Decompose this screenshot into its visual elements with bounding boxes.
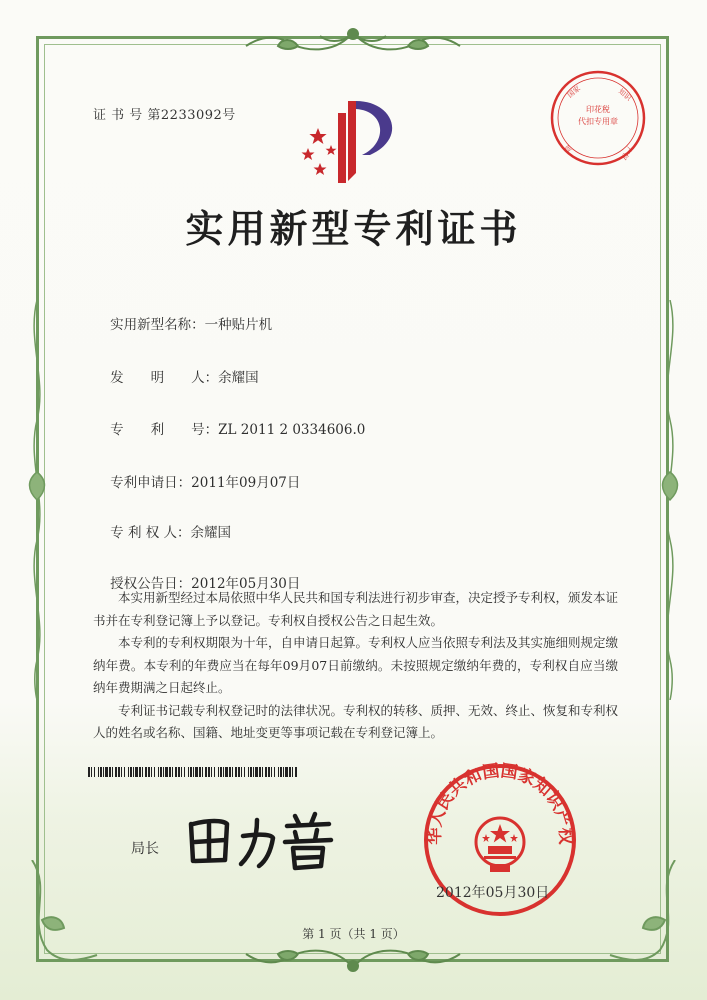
inventor-value: 余耀国 (218, 370, 259, 386)
seal-text: 华人民共和国国家知识产权 (424, 761, 576, 845)
certificate-number: 证 书 号 第2233092号 (93, 108, 236, 123)
svg-text:国家: 国家 (566, 84, 583, 100)
field-patent-number (93, 402, 365, 454)
barcode (88, 762, 298, 772)
bottom-ornament (238, 936, 468, 976)
patent-number-value: ZL 2011 2 0334606.0 (218, 422, 366, 438)
grant-announcement-date-value: 2012年05月30日 (191, 576, 301, 592)
patent-number-label: 专 利 号： (110, 422, 219, 438)
patentee-label: 专 利 权 人： (110, 525, 191, 541)
field-application-date (93, 455, 300, 507)
utility-model-name-label: 实用新型名称： (110, 317, 205, 333)
issue-date: 2012年05月30日 (436, 885, 550, 901)
application-date-value: 2011年09月07日 (191, 475, 301, 491)
field-patentee (93, 505, 231, 557)
svg-text:印花税: 印花税 (586, 105, 610, 114)
patentee-value: 余耀国 (190, 525, 232, 541)
grant-announcement-date-label: 授权公告日： (110, 576, 192, 592)
top-ornament (238, 24, 468, 64)
body-paragraph: 专利证书记载专利权登记时的法律状况。专利权的转移、质押、无效、终止、恢复和专利权人的姓名或名称、国籍、地址变更等事项记载在专利登记簿上。 (93, 702, 619, 740)
tax-stamp-seal (548, 68, 648, 172)
national-emblem-icon (476, 818, 524, 872)
bottom-left-corner-ornament (22, 860, 102, 970)
director-label: 局长 (131, 841, 159, 857)
patent-office-logo-icon (298, 93, 408, 192)
svg-text:产权: 产权 (619, 145, 634, 162)
svg-text:知识: 知识 (616, 87, 633, 103)
svg-text:代扣专用章: 代扣专用章 (578, 117, 618, 126)
page-number: 第 1 页（共 1 页） (302, 927, 405, 941)
field-inventor (93, 350, 259, 402)
body-paragraph: 本实用新型经过本局依照中华人民共和国专利法进行初步审查，决定授予专利权，颁发本证书并在专利登记簿上予以登记。专利权自授权公告之日起生效。 (93, 590, 619, 628)
field-utility-model-name (93, 297, 272, 349)
left-ornament (22, 300, 52, 700)
bottom-right-corner-ornament (605, 860, 685, 970)
utility-model-name-value: 一种贴片机 (204, 317, 273, 333)
inventor-label: 发 明 人： (110, 370, 219, 386)
director-signature (183, 806, 353, 880)
svg-text:局: 局 (562, 143, 574, 154)
right-ornament (655, 300, 685, 700)
certificate-body (93, 587, 618, 745)
certificate-title: 实用新型专利证书 (185, 206, 522, 251)
body-paragraph: 本专利的专利权期限为十年，自申请日起算。专利权人应当依照专利法及其实施细则规定缴纳年费。本专利的年费应当在每年09月07日前缴纳。未按照规定缴纳年费的，专利权自应当缴纳年费期满之日起终止。 (93, 635, 619, 695)
application-date-label: 专利申请日： (110, 475, 192, 491)
